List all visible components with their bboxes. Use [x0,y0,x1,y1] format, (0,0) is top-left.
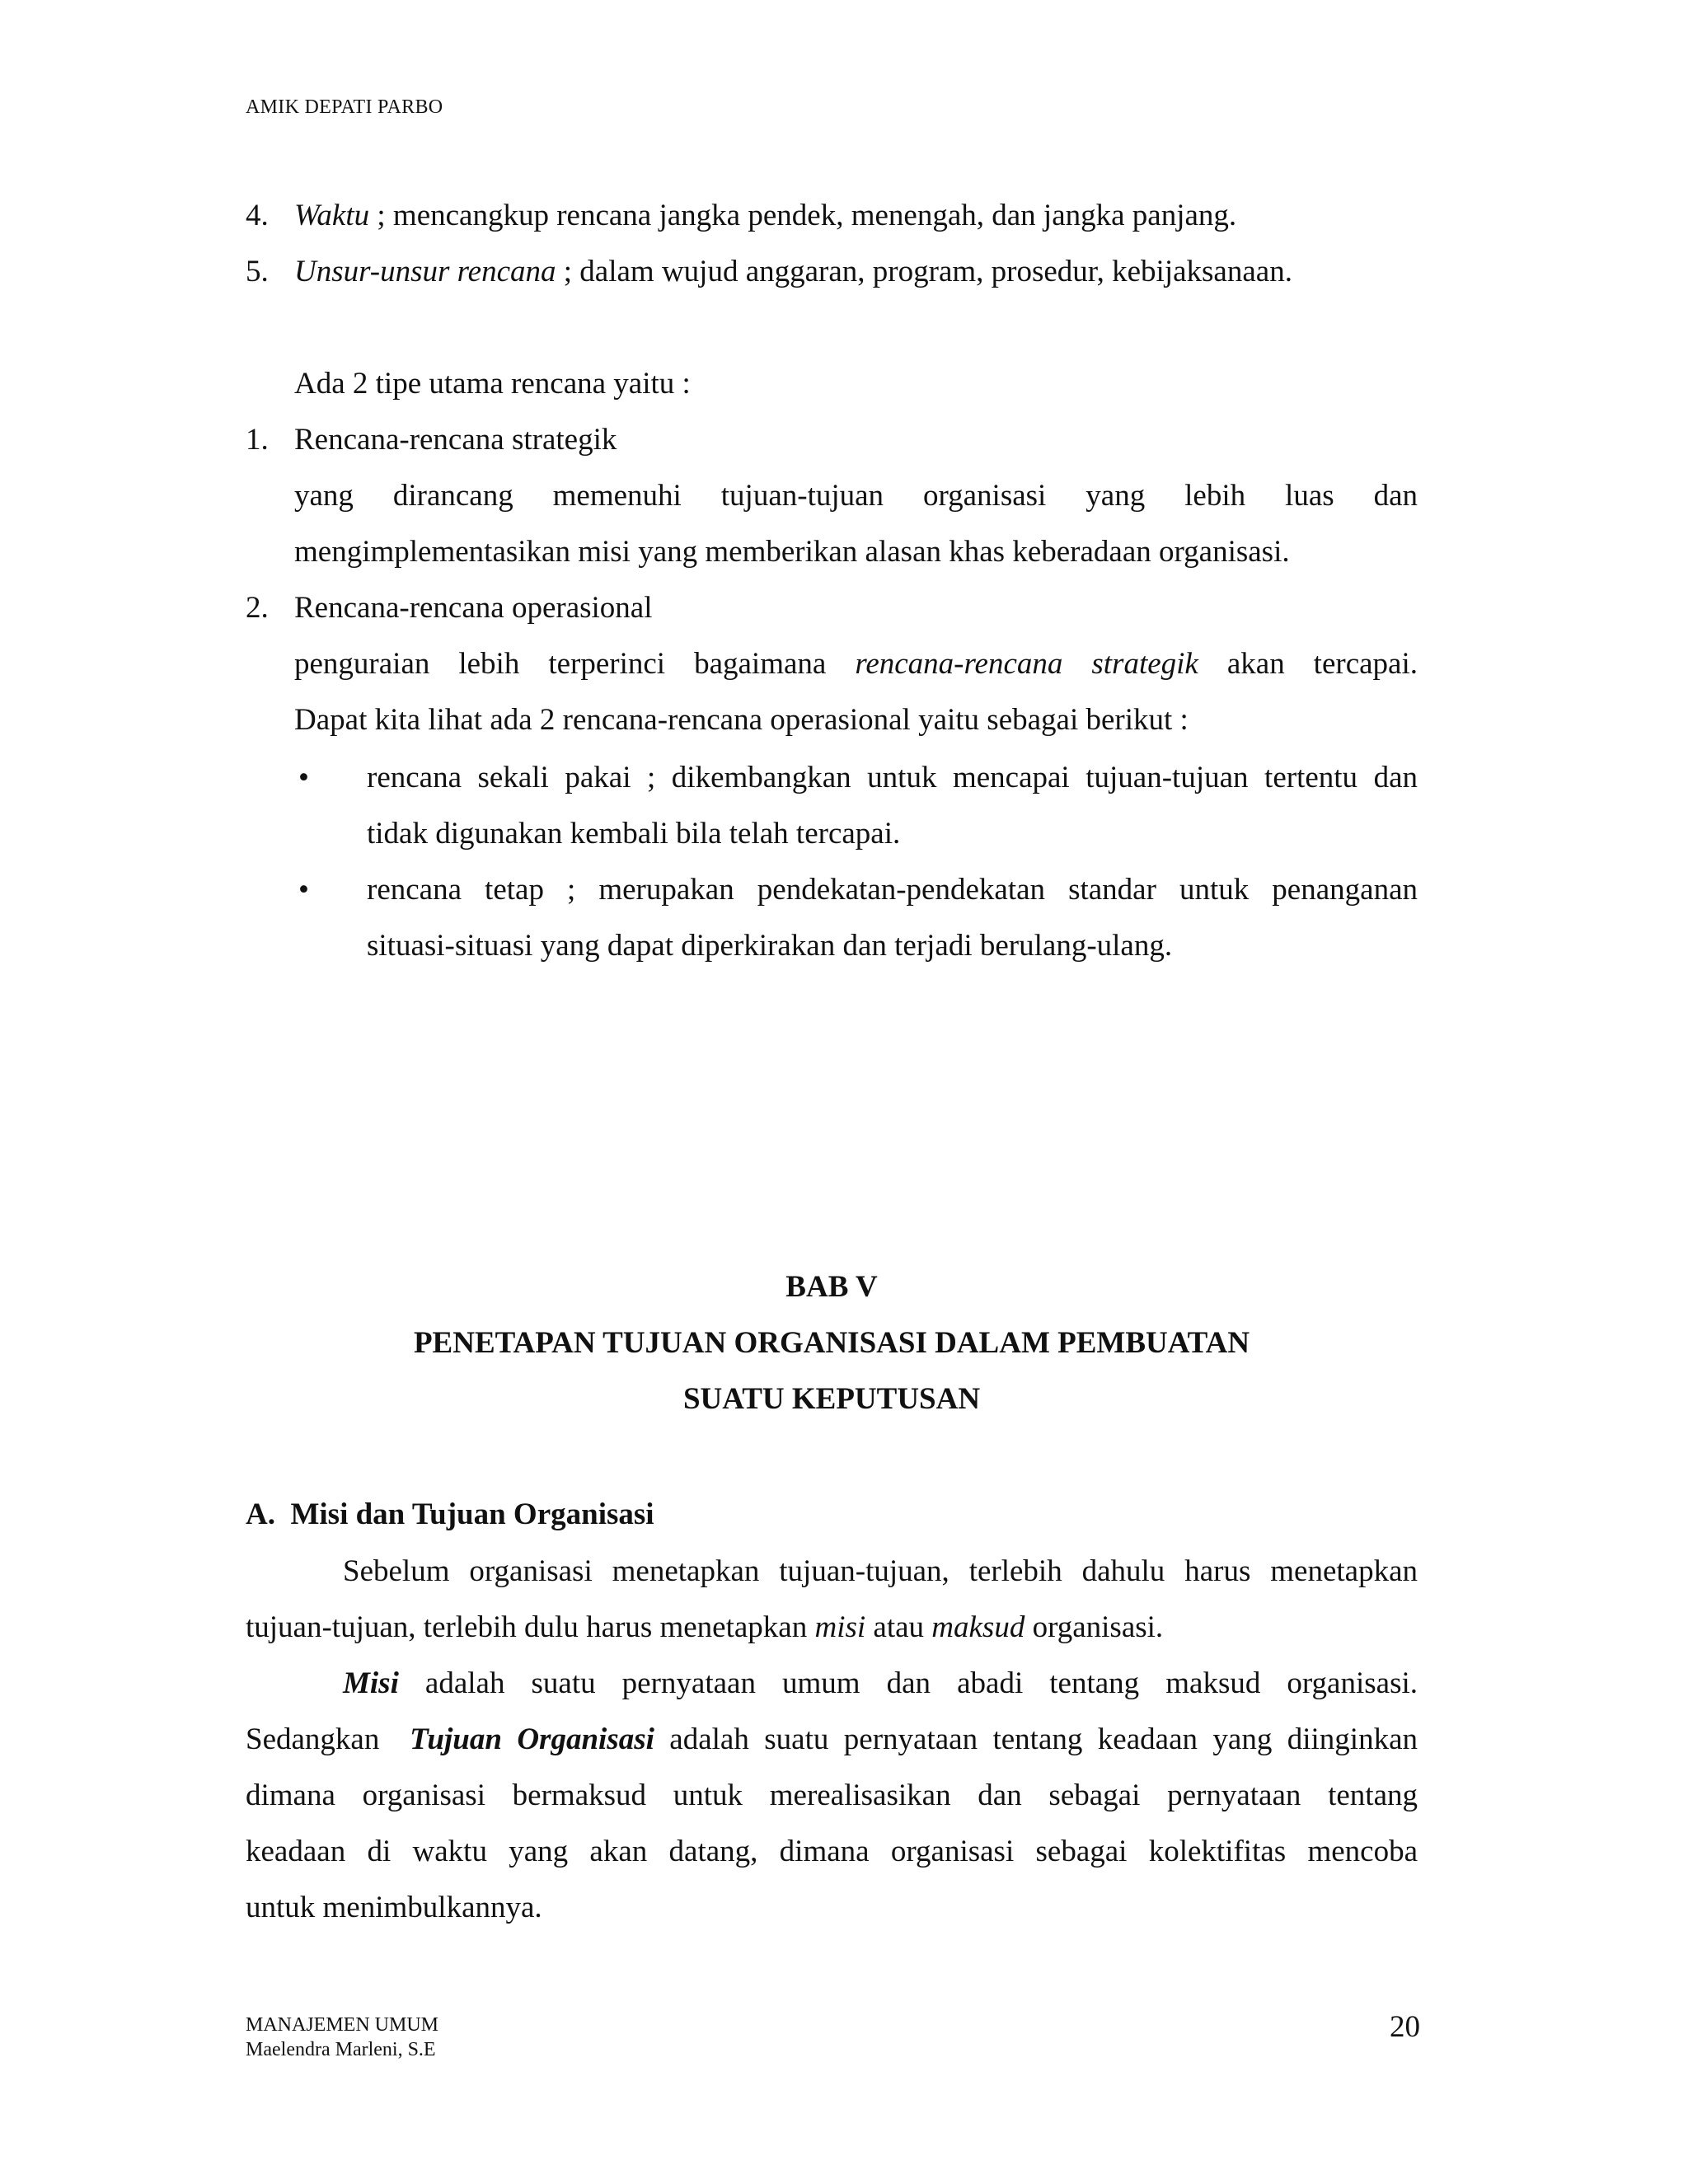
page-header: AMIK DEPATI PARBO [246,96,443,118]
list-text: ; dalam wujud anggaran, program, prosedur, kebijaksanaan. [556,255,1292,288]
bullet-icon: • [298,761,309,794]
chapter-label: BAB V [785,1270,878,1304]
chapter-title: SUATU KEPUTUSAN [682,1382,981,1416]
list-number: 1. [246,423,269,457]
italic-term: misi [814,1610,866,1644]
text-segment: atau [865,1610,932,1644]
footer-author: Maelendra Marleni, S.E [246,2039,436,2060]
bullet-text: rencana tetap ; merupakan pendekatan-pendekatan standar untuk penanganan [367,873,1418,907]
list-item-unsur [294,254,1292,289]
text-segment: tujuan-tujuan, terlebih dulu harus menetapkan [246,1610,815,1644]
text-segment: penguraian lebih terperinci bagaimana [294,647,856,681]
footer-course: MANAJEMEN UMUM [246,2014,439,2036]
type-description: Dapat kita lihat ada 2 rencana-rencana operasional yaitu sebagai berikut : [294,703,1189,737]
paragraph-line: dimana organisasi bermaksud untuk merealisasikan dan sebagai pernyataan tentang [246,1779,1418,1812]
page-number: 20 [1390,2010,1420,2044]
paragraph-line [343,1666,1418,1701]
list-text: ; mencangkup rencana jangka pendek, menengah, dan jangka panjang. [369,199,1237,232]
type-title: Rencana-rencana strategik [294,423,617,457]
bold-italic-term: Tujuan Organisasi [410,1722,654,1756]
text-segment: organisasi. [1025,1610,1164,1644]
list-term: Unsur-unsur rencana [294,255,556,288]
paragraph-line: Sebelum organisasi menetapkan tujuan-tujuan, terlebih dahulu harus menetapkan [343,1554,1418,1588]
italic-term: maksud [931,1610,1025,1644]
page-footer [246,2013,438,2062]
section-heading: A. Misi dan Tujuan Organisasi [246,1497,654,1531]
paragraph-line [246,1610,1163,1645]
text-segment: adalah suatu pernyataan tentang keadaan yang diinginkan [654,1722,1418,1756]
italic-term: rencana-rencana strategik [855,647,1198,681]
bullet-text: situasi-situasi yang dapat diperkirakan dan terjadi berulang-ulang. [367,929,1173,963]
paragraph-line: untuk menimbulkannya. [246,1891,542,1924]
bold-italic-term: Misi [343,1666,399,1700]
type-description: yang dirancang memenuhi tujuan-tujuan organisasi yang lebih luas dan [294,479,1418,513]
list-number: 2. [246,591,269,625]
list-number: 4. [246,199,269,232]
text-segment: Sedangkan [246,1722,410,1756]
text-segment: adalah suatu pernyataan umum dan abadi tentang maksud organisasi. [398,1666,1418,1700]
intro-text: Ada 2 tipe utama rencana yaitu : [294,367,691,401]
list-number: 5. [246,255,269,288]
bullet-text: tidak digunakan kembali bila telah tercapai. [367,817,901,851]
type-description: mengimplementasikan misi yang memberikan alasan khas keberadaan organisasi. [294,535,1290,569]
type-title: Rencana-rencana operasional [294,591,653,625]
list-term: Waktu [294,199,370,232]
bullet-icon: • [298,873,309,907]
bullet-text: rencana sekali pakai ; dikembangkan untuk mencapai tujuan-tujuan tertentu dan [367,761,1418,794]
paragraph-line [246,1722,1418,1757]
list-item-waktu [294,198,1236,233]
text-segment: akan tercapai. [1198,647,1418,681]
type-description [294,646,1418,682]
paragraph-line: keadaan di waktu yang akan datang, dimana organisasi sebagai kolektifitas mencoba [246,1835,1418,1868]
chapter-title: PENETAPAN TUJUAN ORGANISASI DALAM PEMBUATAN [413,1326,1250,1360]
